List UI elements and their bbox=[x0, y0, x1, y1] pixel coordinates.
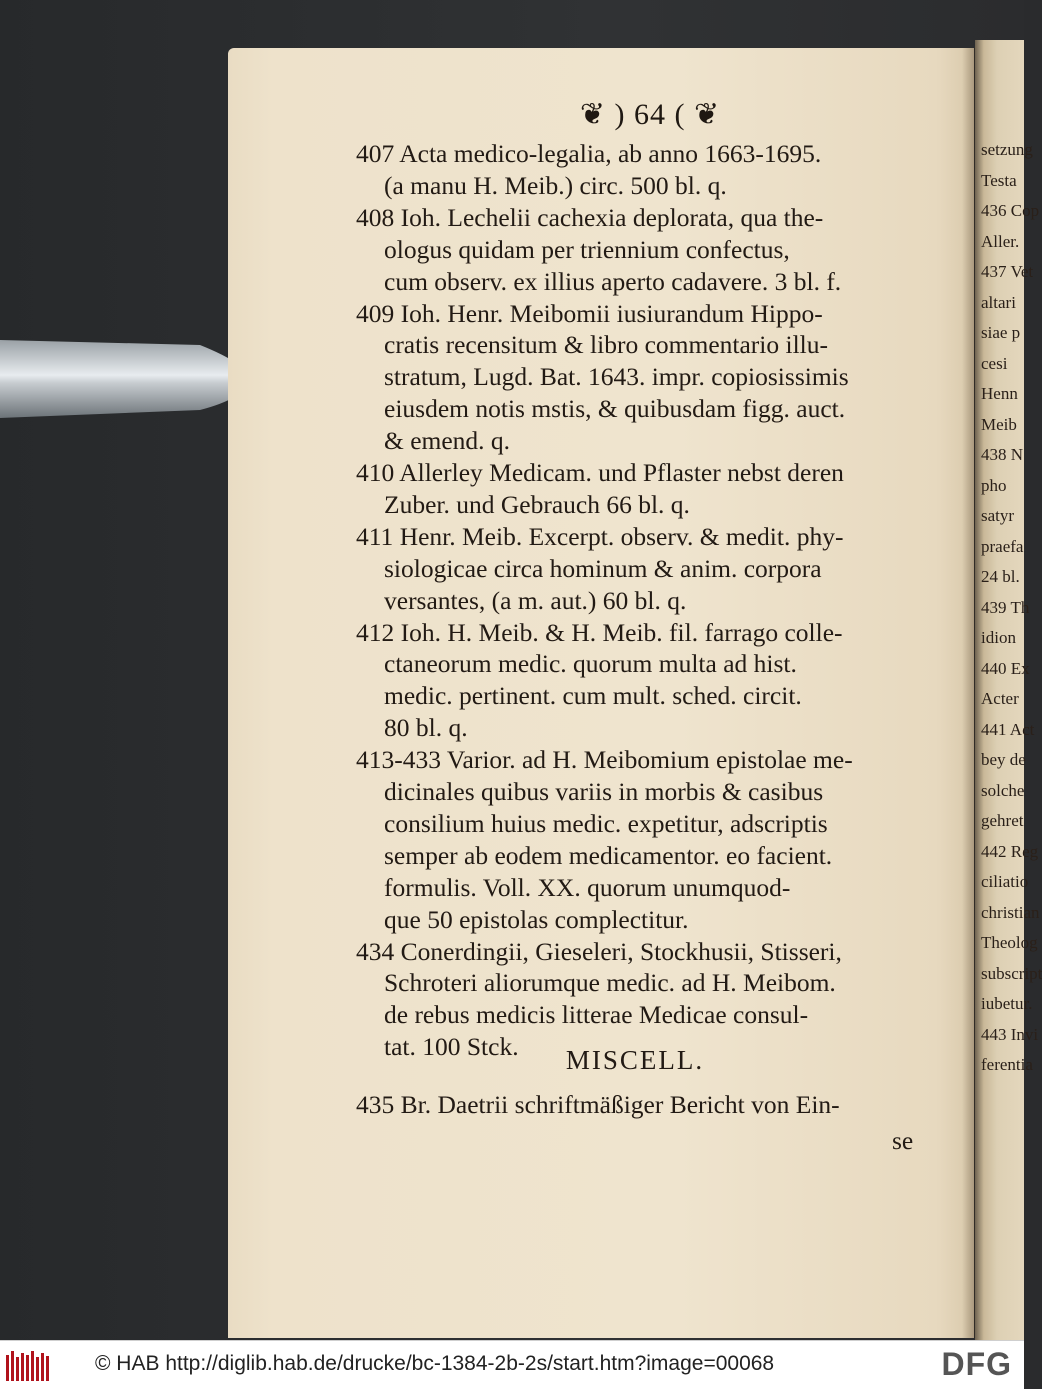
adjacent-page-fragment: solche bbox=[981, 780, 1025, 800]
entry-text: Zuber. und Gebrauch 66 bl. q. bbox=[384, 489, 690, 519]
catalog-line bbox=[384, 1032, 519, 1062]
entry-text: dicinales quibus variis in morbis & casibus bbox=[384, 777, 824, 806]
entry-text: consilium huius medic. expetitur, adscriptis bbox=[384, 808, 828, 838]
entry-text: Schroteri aliorumque medic. ad H. Meibom. bbox=[384, 968, 836, 998]
adjacent-page-fragment: siae p bbox=[981, 323, 1021, 342]
entry-text: cratis recensitum & libro commentario illu- bbox=[384, 330, 828, 360]
adjacent-page-strip bbox=[975, 40, 1042, 1340]
hab-logo-icon bbox=[6, 1351, 50, 1381]
catalog-line bbox=[384, 873, 790, 903]
catalog-line bbox=[384, 586, 686, 616]
catalog-entry-435 bbox=[356, 1090, 840, 1120]
adjacent-page-fragment: iubetur. bbox=[981, 994, 1033, 1013]
catalog-line bbox=[356, 522, 843, 552]
catalog-line bbox=[384, 777, 823, 807]
ornament-right-icon: ❦ bbox=[693, 98, 721, 131]
catalog-line bbox=[384, 713, 468, 743]
adjacent-page-fragment: gehret bbox=[981, 811, 1024, 830]
entry-text: & emend. q. bbox=[384, 426, 511, 456]
entry-number: 408 bbox=[356, 202, 395, 232]
entry-text: de rebus medicis litterae Medicae consul- bbox=[384, 1000, 809, 1030]
catalog-line bbox=[356, 299, 823, 329]
adjacent-page-fragment: praefa bbox=[981, 536, 1024, 556]
adjacent-page-fragment: cesi bbox=[981, 353, 1008, 373]
catalog-line bbox=[356, 139, 821, 169]
catalog-line bbox=[384, 554, 822, 584]
adjacent-page-fragment: Testa bbox=[981, 170, 1017, 190]
entry-text: Ioh. H. Meib. & H. Meib. fil. farrago colle- bbox=[400, 617, 843, 647]
catalog-line bbox=[356, 203, 823, 233]
catalog-line bbox=[384, 362, 849, 392]
entry-number: 409 bbox=[356, 298, 395, 328]
adjacent-page-fragment: Acter bbox=[981, 689, 1019, 708]
entry-text: Ioh. Henr. Meibomii iusiurandum Hippo- bbox=[400, 298, 823, 328]
entry-number: 411 bbox=[356, 521, 394, 551]
adjacent-page-fragment: bey de bbox=[981, 750, 1026, 769]
page-number: ) 64 ( bbox=[614, 98, 686, 131]
catalog-line bbox=[384, 267, 841, 297]
entry-number: 407 bbox=[356, 139, 395, 168]
catalog-line bbox=[356, 937, 842, 967]
adjacent-page-fragment: 439 Th bbox=[981, 597, 1030, 617]
entry-number: 435 bbox=[356, 1090, 395, 1119]
entry-text: Henr. Meib. Excerpt. observ. & medit. phy- bbox=[399, 521, 844, 551]
catalog-line bbox=[384, 841, 832, 871]
catchword: se bbox=[892, 1126, 914, 1155]
adjacent-page-fragment: christian bbox=[981, 902, 1040, 922]
entry-text: medic. pertinent. cum mult. sched. circit. bbox=[384, 681, 802, 711]
entry-text: Conerdingii, Gieseleri, Stockhusii, Stisseri, bbox=[400, 936, 842, 966]
catalog-line bbox=[384, 905, 689, 935]
adjacent-page-fragment: 443 Invi bbox=[981, 1024, 1039, 1044]
page-header bbox=[530, 97, 770, 132]
entry-text: semper ab eodem medicamentor. eo facient. bbox=[384, 840, 833, 870]
entry-text: Br. Daetrii schriftmäßiger Bericht von Ein- bbox=[400, 1090, 840, 1119]
copyright-link[interactable]: © HAB http://diglib.hab.de/drucke/bc-1384-2b-2s/start.htm?image=00068 bbox=[95, 1352, 775, 1375]
catalog-line bbox=[384, 330, 828, 360]
adjacent-page-fragment: setzung bbox=[981, 140, 1033, 159]
section-heading: MISCELL. bbox=[565, 1045, 705, 1075]
entry-text: cum observ. ex illius aperto cadavere. 3 bl. f. bbox=[384, 266, 842, 296]
adjacent-page-fragment: 437 Vet bbox=[981, 262, 1034, 281]
entry-text: ologus quidam per triennium confectus, bbox=[384, 234, 790, 264]
ornament-left-icon: ❦ bbox=[579, 98, 606, 131]
adjacent-page-fragment: satyr bbox=[981, 506, 1015, 525]
entry-text: 80 bl. q. bbox=[384, 713, 468, 743]
catalog-line bbox=[384, 490, 690, 520]
entry-text: tat. 100 Stck. bbox=[384, 1032, 519, 1062]
adjacent-page-fragment: pho bbox=[981, 475, 1007, 495]
adjacent-page-fragment: 24 bl. bbox=[981, 567, 1020, 586]
entry-text: formulis. Voll. XX. quorum unumquod- bbox=[384, 872, 791, 902]
dfg-logo: DFG bbox=[941, 1346, 1012, 1382]
adjacent-page-fragment: Henn bbox=[981, 384, 1018, 403]
adjacent-page-fragment: Theolog bbox=[981, 933, 1038, 952]
adjacent-page-fragment: 442 Reg bbox=[981, 841, 1039, 861]
footer-bar bbox=[0, 1340, 1024, 1389]
entry-number: 412 bbox=[356, 617, 395, 647]
adjacent-page-fragment: idion bbox=[981, 628, 1016, 647]
adjacent-page-fragment: 441 Act bbox=[981, 719, 1035, 739]
adjacent-page-fragment: ciliatio bbox=[981, 872, 1029, 891]
catalog-line bbox=[384, 394, 845, 424]
catalog-line bbox=[356, 745, 853, 775]
entry-text: stratum, Lugd. Bat. 1643. impr. copiosissimis bbox=[384, 362, 849, 392]
adjacent-page-fragment: subscript bbox=[981, 963, 1042, 983]
entry-text: Varior. ad H. Meibomium epistolae me- bbox=[446, 745, 853, 775]
catalog-line bbox=[384, 968, 836, 998]
adjacent-page-fragment: 440 Ex bbox=[981, 658, 1030, 678]
adjacent-page-fragment: 438 N bbox=[981, 445, 1024, 464]
adjacent-page-fragment: Meib bbox=[981, 414, 1017, 434]
catalog-line bbox=[384, 171, 727, 201]
entry-text: siologicae circa hominum & anim. corpora bbox=[384, 553, 822, 583]
catalog-line bbox=[384, 809, 828, 839]
entry-number: 434 bbox=[356, 936, 395, 966]
entry-text: que 50 epistolas complectitur. bbox=[384, 904, 689, 934]
adjacent-page-fragment: Aller. bbox=[981, 231, 1020, 251]
entry-text: Ioh. Lechelii cachexia deplorata, qua the- bbox=[400, 202, 824, 232]
adjacent-page-fragment: altari bbox=[981, 292, 1016, 312]
catalog-line bbox=[356, 618, 843, 648]
entry-number: 410 bbox=[356, 458, 395, 487]
entry-text: ctaneorum medic. quorum multa ad hist. bbox=[384, 649, 797, 679]
gutter-shadow bbox=[962, 48, 976, 1338]
catalog-line bbox=[384, 649, 797, 679]
catalog-line bbox=[384, 426, 510, 456]
catalog-line bbox=[384, 235, 790, 265]
entry-text: versantes, (a m. aut.) 60 bl. q. bbox=[384, 585, 687, 615]
catalog-line bbox=[384, 681, 802, 711]
catalog-line bbox=[384, 1000, 808, 1030]
entry-text: Acta medico-legalia, ab anno 1663-1695. bbox=[399, 139, 822, 168]
adjacent-page-fragment: 436 Cop bbox=[981, 201, 1040, 220]
catalog-line bbox=[356, 458, 844, 488]
page-clamp bbox=[0, 310, 250, 450]
entry-number: 413-433 bbox=[356, 745, 441, 775]
entry-text: (a manu H. Meib.) circ. 500 bl. q. bbox=[384, 170, 727, 200]
adjacent-page-fragment: ferentia bbox=[981, 1055, 1033, 1074]
entry-text: Allerley Medicam. und Pflaster nebst deren bbox=[399, 458, 844, 487]
entry-text: eiusdem notis mstis, & quibusdam figg. auct. bbox=[384, 394, 846, 424]
